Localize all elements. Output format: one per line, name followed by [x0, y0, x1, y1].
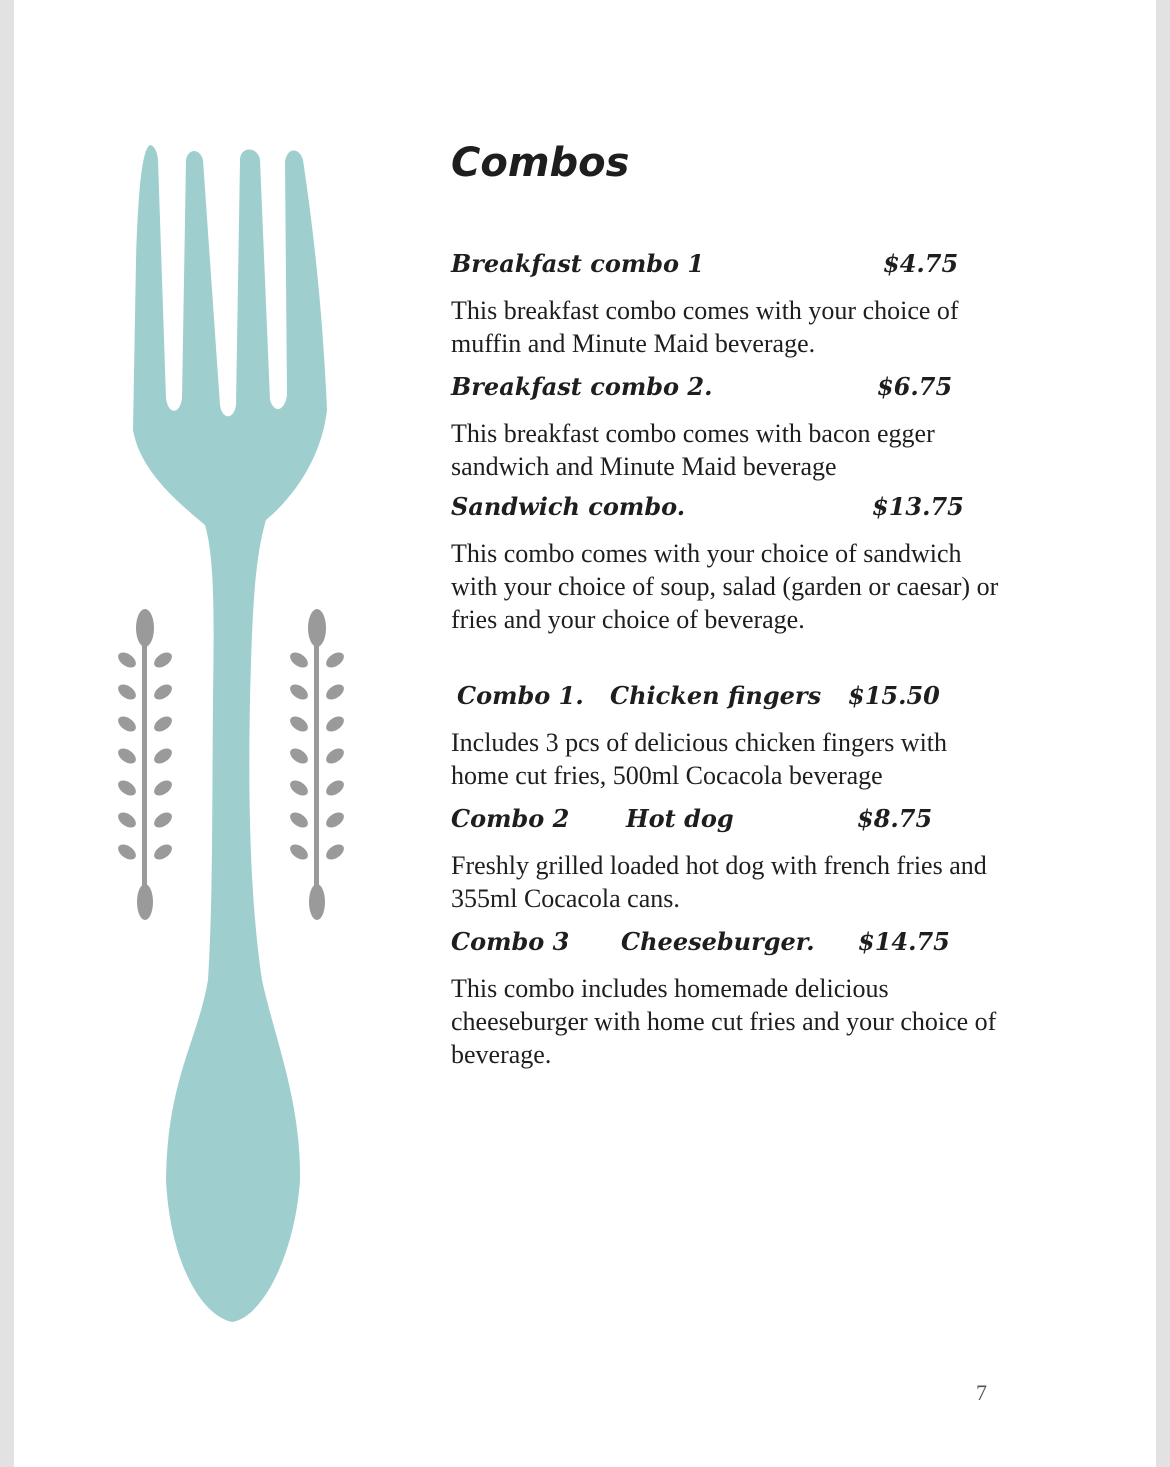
- item-price: $13.75: [872, 492, 964, 521]
- item-name: Cheeseburger.: [621, 927, 815, 956]
- item-name: Hot dog: [626, 804, 734, 833]
- page-number: 7: [976, 1380, 987, 1405]
- menu-item-heading: [451, 372, 1011, 404]
- item-price: $4.75: [883, 249, 959, 278]
- menu-item-heading: [451, 249, 1011, 281]
- item-name: Breakfast combo 2.: [451, 372, 713, 401]
- item-description: Freshly grilled loaded hot dog with french fries and 355ml Cocacola cans.: [451, 851, 987, 913]
- item-description: Includes 3 pcs of delicious chicken fingers with home cut fries, 500ml Cocacola beverage: [451, 728, 948, 790]
- item-price: $8.75: [857, 804, 933, 833]
- page-title: Combos: [451, 140, 630, 186]
- menu-item-heading: [451, 804, 1011, 836]
- item-description: This combo includes homemade delicious cheeseburger with home cut fries and your choice of beverage.: [451, 974, 997, 1069]
- menu-item-heading: [451, 927, 1011, 959]
- leaf-sprig-icon-right: [287, 609, 346, 920]
- item-name: Breakfast combo 1: [451, 249, 705, 278]
- menu-item-heading: [451, 492, 1011, 524]
- fork-icon: [133, 145, 327, 1322]
- item-description: This combo comes with your choice of sandwich with your choice of soup, salad (garden or caesar) or fries and your choice of beverage.: [451, 539, 999, 634]
- item-price: $6.75: [877, 372, 953, 401]
- item-description: This breakfast combo comes with bacon egger sandwich and Minute Maid beverage: [451, 419, 935, 481]
- combo-label: Combo 2: [451, 804, 570, 833]
- item-name: Chicken fingers: [610, 681, 822, 710]
- leaf-sprig-icon-left: [115, 609, 174, 920]
- item-description: This breakfast combo comes with your choice of muffin and Minute Maid beverage.: [451, 296, 959, 358]
- combo-label: Combo 1.: [457, 681, 584, 710]
- combo-label: Combo 3: [451, 927, 570, 956]
- item-name: Sandwich combo.: [451, 492, 686, 521]
- item-price: $14.75: [858, 927, 950, 956]
- item-price: $15.50: [848, 681, 940, 710]
- menu-item-heading: [451, 681, 1011, 713]
